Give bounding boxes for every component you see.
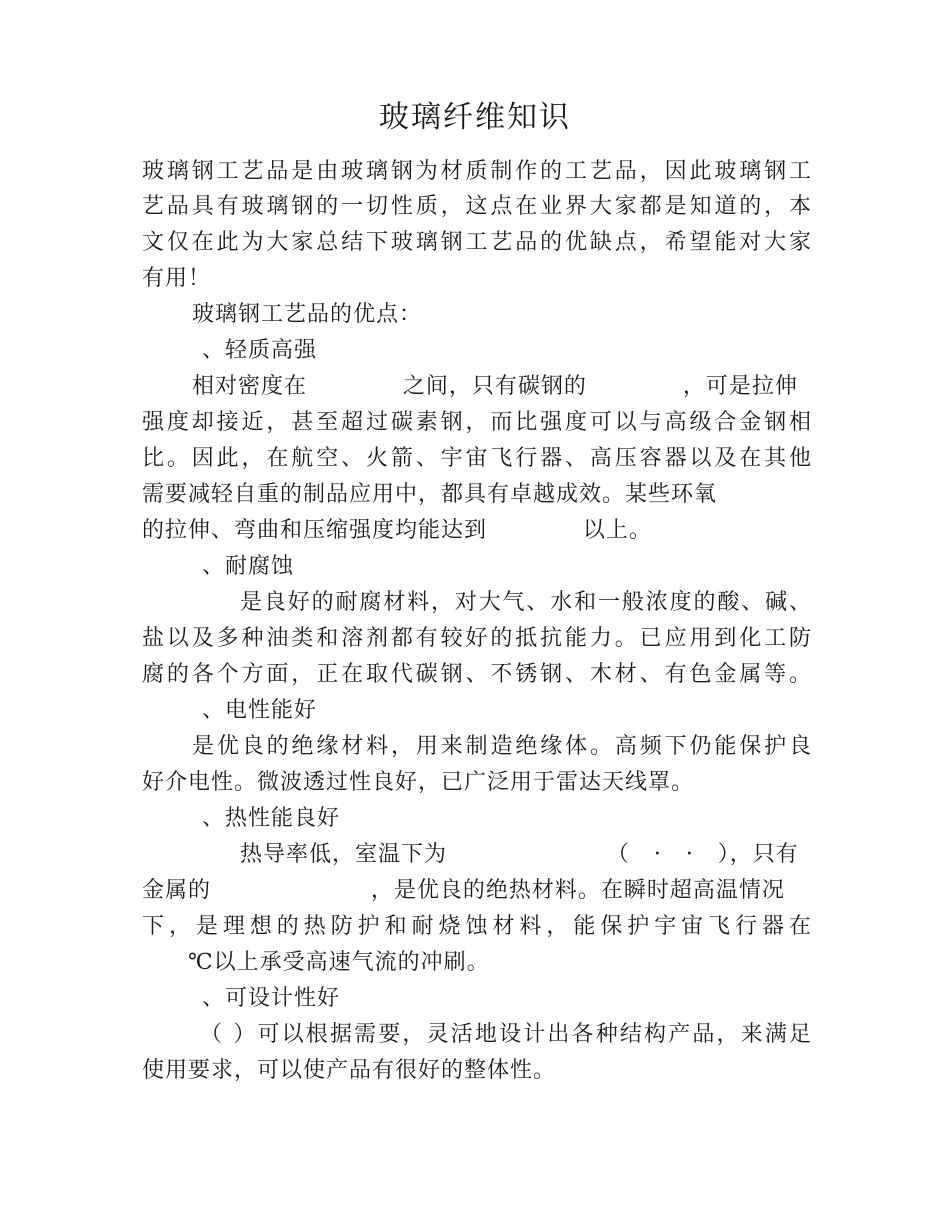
paragraph-line: ℃以上承受高速气流的冲刷。 [188,950,490,975]
paragraph-line: 艺品具有玻璃钢的一切性质，这点在业界大家都是知道的，本 [142,194,812,219]
paragraph-line: 的拉伸、弯曲和压缩强度均能达到 以上。 [142,518,652,543]
section-heading: 、耐腐蚀 [202,554,295,579]
document-title: 玻璃纤维知识 [379,100,571,135]
section-heading: 、可设计性好 [202,986,341,1011]
paragraph-line: （ ）可以根据需要，灵活地设计出各种结构产品，来满足 [200,1022,812,1047]
section-heading: 、电性能好 [202,698,318,723]
paragraph-line: 热导率低，室温下为 （ · · ），只有 [240,842,799,867]
section-heading: 玻璃钢工艺品的优点： [192,302,423,327]
paragraph-line: 比。因此，在航空、火箭、宇宙飞行器、高压容器以及在其他 [142,446,812,471]
paragraph-line: 是优良的绝缘材料，用来制造绝缘体。高频下仍能保护良 [192,734,812,759]
paragraph-line: 需要减轻自重的制品应用中，都具有卓越成效。某些环氧 [142,482,718,507]
paragraph-line: 玻璃钢工艺品是由玻璃钢为材质制作的工艺品，因此玻璃钢工 [142,159,812,184]
paragraph-line: 腐的各个方面，正在取代碳钢、不锈钢、木材、有色金属等。 [142,662,812,687]
paragraph-line: 金属的 ，是优良的绝热材料。在瞬时超高温情况 [142,878,785,903]
paragraph-line: 相对密度在 之间，只有碳钢的 ，可是拉伸 [192,374,798,399]
paragraph-line: 使用要求，可以使产品有很好的整体性。 [142,1058,557,1083]
section-heading: 、热性能良好 [202,806,341,831]
paragraph-line: 好介电性。微波透过性良好，已广泛用于雷达天线罩。 [142,770,695,795]
paragraph-line: 盐以及多种油类和溶剂都有较好的抵抗能力。已应用到化工防 [142,626,812,651]
paragraph-line: 是良好的耐腐材料，对大气、水和一般浓度的酸、碱、 [240,590,812,615]
paragraph-line: 有用！ [142,266,212,291]
paragraph-line: 文仅在此为大家总结下玻璃钢工艺品的优缺点，希望能对大家 [142,230,812,255]
paragraph-line: 强度却接近，甚至超过碳素钢，而比强度可以与高级合金钢相 [142,410,812,435]
section-heading: 、轻质高强 [202,338,318,363]
paragraph-line: 下，是理想的热防护和耐烧蚀材料，能保护宇宙飞行器在 [142,914,812,939]
